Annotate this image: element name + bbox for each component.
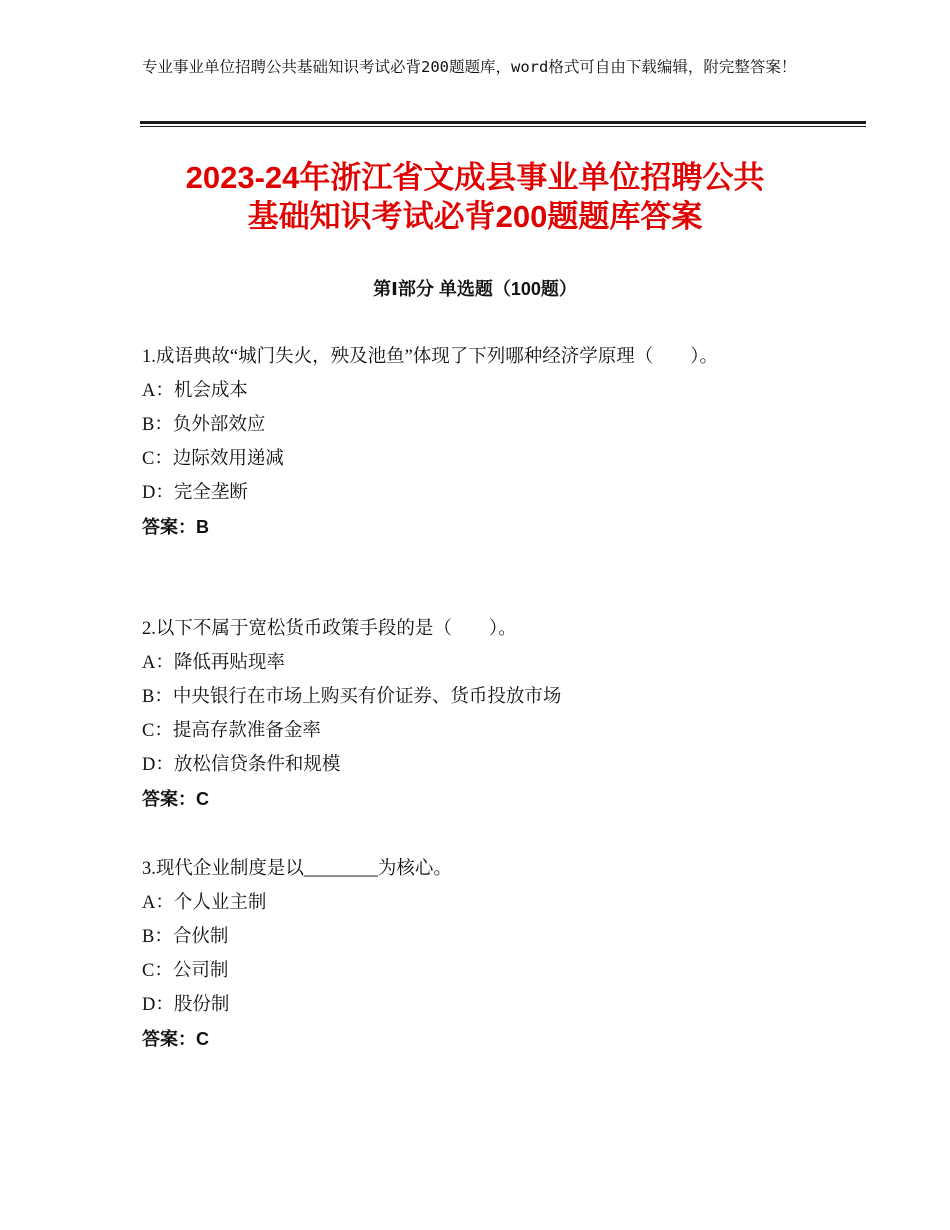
header-rule-thin [140,126,866,127]
option-c: C：公司制 [142,961,229,981]
answer: 答案：C [142,789,209,809]
option-d: D：完全垄断 [142,483,248,503]
title-line-2: 基础知识考试必背200题题库答案 [247,199,703,234]
header-rule-thick [140,121,866,124]
option-c: C：提高存款准备金率 [142,721,321,741]
question-text: 3.现代企业制度是以________为核心。 [142,859,452,879]
title-line-1: 2023-24年浙江省文成县事业单位招聘公共 [185,160,765,195]
option-d: D：放松信贷条件和规模 [142,755,341,775]
option-b: B：中央银行在市场上购买有价证券、货币投放市场 [142,687,562,707]
answer: 答案：B [142,517,209,537]
option-a: A：降低再贴现率 [142,653,285,673]
option-c: C：边际效用递减 [142,449,284,469]
question-2 [142,613,792,816]
header-note: 专业事业单位招聘公共基础知识考试必背200题题库，word格式可自由下载编辑，附完整答案！ [142,58,797,76]
option-a: A：个人业主制 [142,893,267,913]
section-title: 第Ⅰ部分 单选题（100题） [373,279,577,299]
option-b: B：负外部效应 [142,415,266,435]
option-d: D：股份制 [142,995,230,1015]
option-a: A：机会成本 [142,381,248,401]
question-text: 2.以下不属于宽松货币政策手段的是（ ）。 [142,619,517,639]
question-3 [142,853,792,1056]
option-b: B：合伙制 [142,927,229,947]
document-title [120,158,830,236]
question-text: 1.成语典故“城门失火，殃及池鱼”体现了下列哪种经济学原理（ ）。 [142,347,719,367]
question-1 [142,341,792,544]
answer: 答案：C [142,1029,209,1049]
